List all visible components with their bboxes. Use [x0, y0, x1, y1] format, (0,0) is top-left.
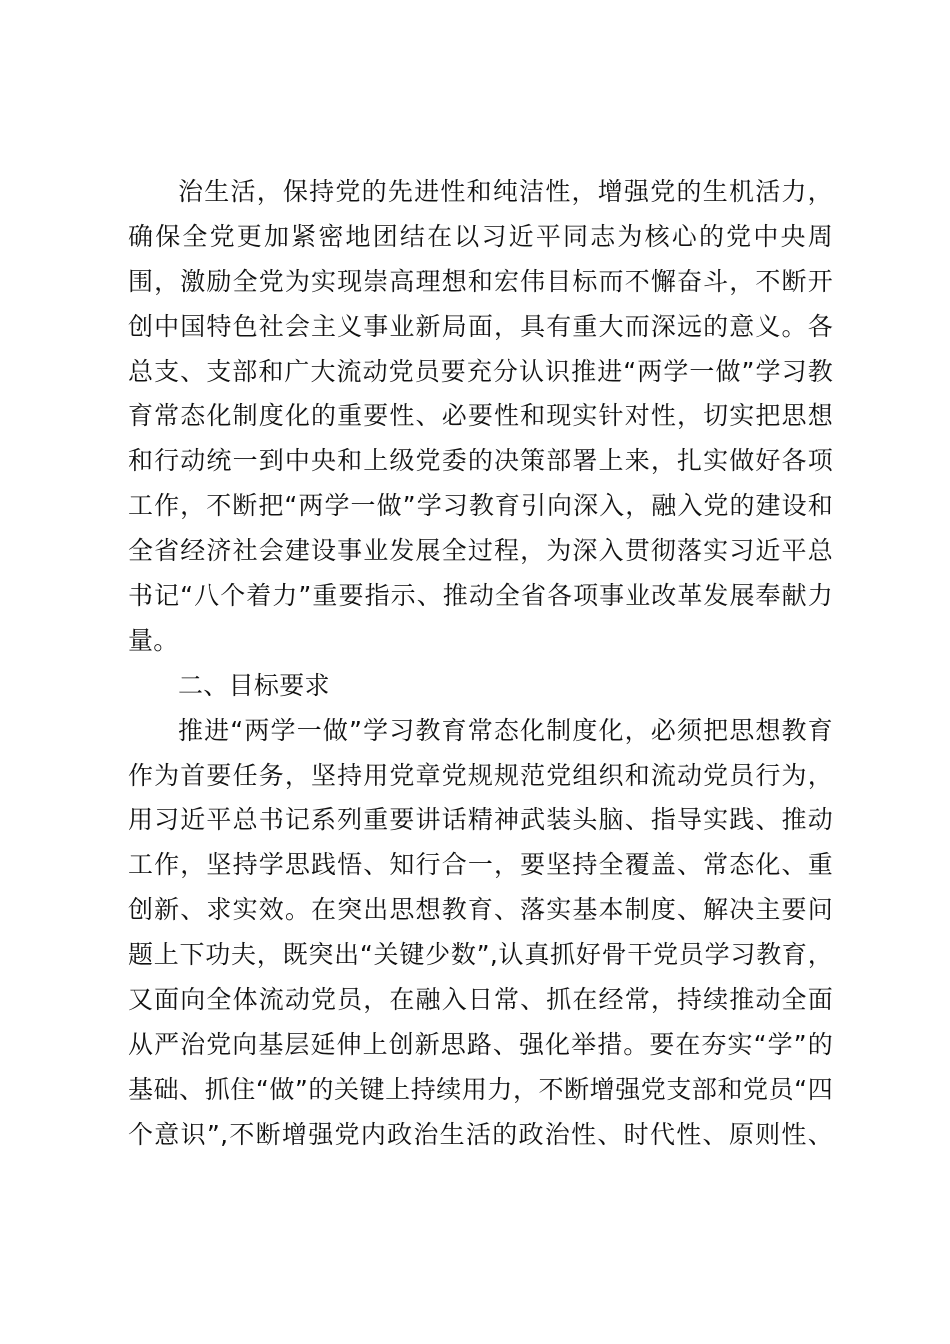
- paragraph-line: 基础、抓住“做”的关键上持续用力，不断增强党支部和党员“四: [128, 1074, 833, 1104]
- paragraph-line: 育常态化制度化的重要性、必要性和现实针对性，切实把思想: [128, 401, 833, 431]
- paragraph-line: 书记“八个着力”重要指示、推动全省各项事业改革发展奉献力: [128, 581, 833, 611]
- paragraph-line: 从严治党向基层延伸上创新思路、强化举措。要在夯实“学”的: [128, 1029, 833, 1059]
- paragraph-line: 创新、求实效。在突出思想教育、落实基本制度、解决主要问: [128, 895, 833, 925]
- paragraph-line: 推进“两学一做”学习教育常态化制度化，必须把思想教育: [178, 715, 833, 745]
- paragraph-line: 总支、支部和广大流动党员要充分认识推进“两学一做”学习教: [128, 356, 833, 386]
- paragraph-line: 个意识”,不断增强党内政治生活的政治性、时代性、原则性、: [128, 1119, 833, 1149]
- paragraph-line: 作为首要任务，坚持用党章党规规范党组织和流动党员行为，: [128, 760, 833, 790]
- paragraph-line: 和行动统一到中央和上级党委的决策部署上来，扎实做好各项: [128, 446, 833, 476]
- paragraph-line: 题上下功夫，既突出“关键少数”,认真抓好骨干党员学习教育，: [128, 940, 833, 970]
- paragraph-line: 围，激励全党为实现崇高理想和宏伟目标而不懈奋斗，不断开: [128, 266, 833, 296]
- paragraph-line: 全省经济社会建设事业发展全过程，为深入贯彻落实习近平总: [128, 536, 833, 566]
- paragraph-line: 确保全党更加紧密地团结在以习近平同志为核心的党中央周: [128, 221, 833, 251]
- paragraph-line: 创中国特色社会主义事业新局面，具有重大而深远的意义。各: [128, 311, 833, 341]
- paragraph-line: 用习近平总书记系列重要讲话精神武装头脑、指导实践、推动: [128, 805, 833, 835]
- paragraph-line: 治生活，保持党的先进性和纯洁性，增强党的生机活力，: [178, 177, 833, 206]
- paragraph-line: 工作，不断把“两学一做”学习教育引向深入，融入党的建设和: [128, 491, 833, 521]
- section-heading: 二、目标要求: [178, 670, 330, 700]
- paragraph-line: 量。: [128, 625, 179, 655]
- paragraph-line: 又面向全体流动党员，在融入日常、抓在经常，持续推动全面: [128, 985, 833, 1015]
- document-body: [128, 170, 833, 1158]
- paragraph-line: 工作，坚持学思践悟、知行合一，要坚持全覆盖、常态化、重: [128, 850, 833, 880]
